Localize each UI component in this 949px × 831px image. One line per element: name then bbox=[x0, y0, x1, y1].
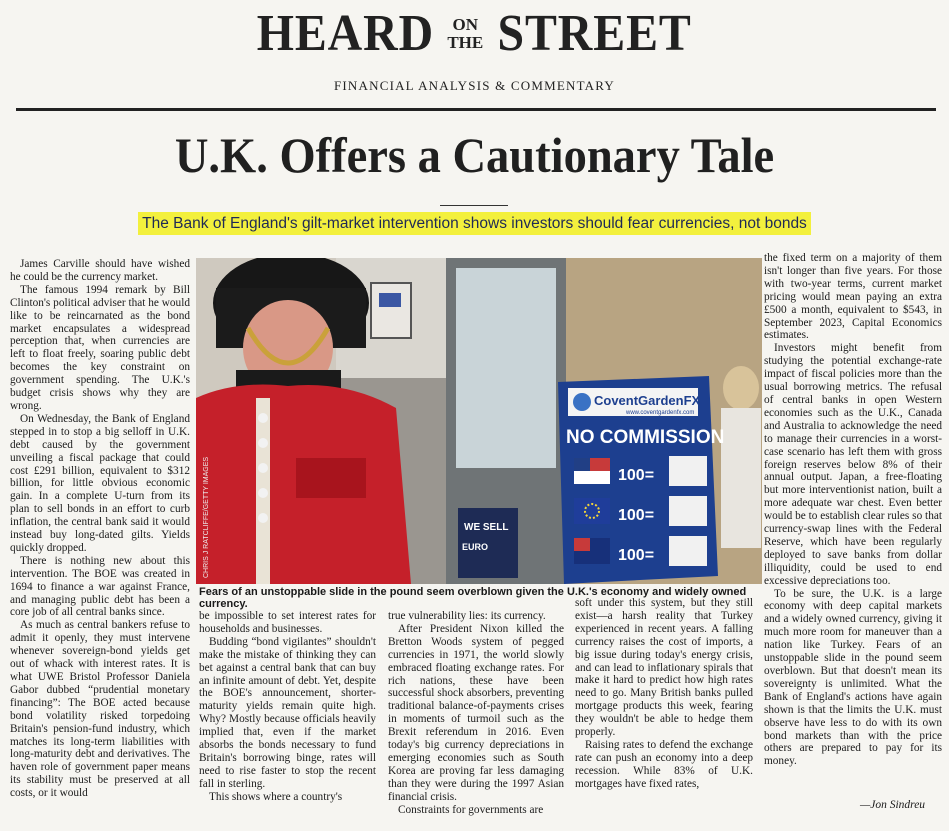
photo bbox=[196, 258, 762, 584]
usd-rate: 100= bbox=[618, 467, 655, 484]
masthead-the: THE bbox=[447, 33, 484, 52]
paragraph: James Carville should have wished he could be the currency market. bbox=[10, 258, 190, 283]
aud-rate: 100= bbox=[618, 547, 655, 564]
paragraph: true vulnerability lies: its currency. bbox=[388, 610, 546, 622]
euro-label: EURO bbox=[462, 542, 489, 552]
deck-divider bbox=[440, 205, 508, 206]
paragraph: soft under this system, but they still exist—a harsh reality that Turkey experienced in recent years. A falling currency raises the cost of imports, a big issue during today's energy crisis, and can lead to inflationary spirals that make it hard to predict how high rates need to go. Many British banks pulled mortgage products this week, fearing they wouldn't be able to hedge them properly. bbox=[575, 597, 753, 739]
masthead bbox=[0, 4, 949, 70]
paragraph: As much as central bankers refuse to admit it openly, they must intervene whenever sovereign-bond yields get out of whack with interest rates. It is what UWE Bristol Professor Daniela Gabor dubbed “prudential monetary financing”: The BOE acted because bond volatility risked torpedoing Britain's pension-fund industry, which matches its long-term liabilities with long-maturity debt and derivatives. The haven role of government paper means its stability must be preserved at all costs, or it would bbox=[10, 619, 190, 800]
paragraph: After President Nixon killed the Bretton Woods system of pegged currencies in 1971, the world slowly embraced floating exchange rates. For rich nations, these have been successful shock absorbers, preventing traditional balance-of-payments crises in moments of turmoil such as the Brexit referendum in 2016. Even today's big currency depreciations in emerging economies such as South Korea are proving far less damaging than they were during the 1997 Asian financial crisis. bbox=[388, 622, 564, 803]
paragraph: To be sure, the U.K. is a large economy with deep capital markets and a widely owned currency, giving it much more room for maneuver than a nation like Turkey. Fears of an unstoppable slide in the pound seem overblown. But that doesn't mean its sovereignty is unlimited. What the Bank of England's actions have again shown is that the limits the U.K. must observe have less to do with its own bond markets than with the price others are prepared to pay for its money. bbox=[764, 587, 942, 768]
eur-rate: 100= bbox=[618, 507, 655, 524]
paragraph: be impossible to set interest rates for households and businesses. bbox=[199, 610, 376, 635]
paragraph: Constraints for governments are bbox=[398, 803, 544, 816]
column-1 bbox=[10, 258, 190, 800]
board-url: www.coventgardenfx.com bbox=[626, 410, 695, 416]
headline: U.K. Offers a Cautionary Tale bbox=[174, 127, 775, 183]
deck bbox=[0, 215, 949, 233]
paragraph: Raising rates to defend the exchange rate can push an economy into a deep recession. While 83% of U.K. mortgages have fixed rates, bbox=[575, 738, 753, 790]
masthead-rule bbox=[16, 108, 936, 111]
paragraph: Budding “bond vigilantes” shouldn't make the mistake of thinking they can bet against a central bank that can buy an infinite amount of debt. Yet, despite the BOE's announcement, shorter-maturity yields remain quite high. Why? Mostly because officials heavily implied that, even if the market absorbs the bonds necessary to fund Britain's borrowing binge, rates will need to rise faster to stop the recent fall in sterling. bbox=[199, 635, 376, 790]
masthead-heard: HEARD bbox=[256, 5, 434, 62]
column-3 bbox=[388, 610, 564, 817]
board-headline: NO COMMISSION bbox=[566, 427, 725, 448]
deck-text: The Bank of England's gilt-market intervention shows investors should fear currencies, not bonds bbox=[138, 212, 811, 235]
we-sell-label: WE SELL bbox=[464, 522, 509, 533]
column-5 bbox=[764, 252, 942, 768]
paragraph: On Wednesday, the Bank of England stepped in to stop a big selloff in U.K. debt caused by the government unveiling a fiscal package that could cost £291 billion, equivalent to $312 billion, for little obvious economic gain. In a complete U-turn from its plan to sell bonds in an effort to curb inflation, the central bank said it would instead buy long-dated gilts. Yields quickly dropped. bbox=[10, 412, 190, 554]
section-tagline: FINANCIAL ANALYSIS & COMMENTARY bbox=[333, 78, 616, 93]
masthead-street: STREET bbox=[497, 5, 693, 62]
photo-caption: Fears of an unstoppable slide in the pound seem overblown given the U.K.'s economy and widely owned currency. bbox=[199, 586, 747, 610]
paragraph: the fixed term on a majority of them isn't longer than five years. For those with two-year terms, current market pricing would mean paying an extra £500 a month, equivalent to $543, in September 2023, Capital Economics estimates. bbox=[764, 252, 942, 342]
masthead-on: ON bbox=[452, 15, 479, 34]
paragraph: There is nothing new about this intervention. The BOE was created in 1694 to finance a war against France, and managing public debt has been a core job of all central banks since. bbox=[10, 554, 190, 619]
column-4 bbox=[575, 597, 753, 791]
board-brand: CoventGardenFX bbox=[594, 393, 701, 408]
paragraph: The famous 1994 remark by Bill Clinton's political adviser that he would like to be reincarnated as the bond market encapsulates a widespread perception that, when currencies are left to float freely, soaring public debt becomes the key constraint on government spending. The U.K.'s budget crisis shows why they are wrong. bbox=[10, 283, 190, 412]
photo-credit: CHRIS J RATCLIFFE/GETTY IMAGES bbox=[203, 456, 210, 578]
paragraph: This shows where a country's bbox=[209, 790, 343, 803]
byline: —Jon Sindreu bbox=[860, 799, 926, 811]
masthead-on-the bbox=[447, 16, 483, 52]
photo-illustration bbox=[196, 258, 762, 584]
column-2 bbox=[199, 610, 376, 804]
paragraph: Investors might benefit from studying the potential exchange-rate impact of fiscal policies more than the usual borrowing metrics. The refusal of central banks in open Western economies such as the U.K., Canada and Australia to acknowledge the need to manage their currencies in a worst-case scenario has left them with gross foreign reserves below 8% of their annual output. Japan, a free-floating but more interventionist nation, built a more adequate war chest. Even better would be to establish clear rules so that currency-swap lines with the Federal Reserve, which have been regularly deployed to save banks from dollar illiquidity, could be used to end excessive depreciations too. bbox=[764, 342, 942, 587]
